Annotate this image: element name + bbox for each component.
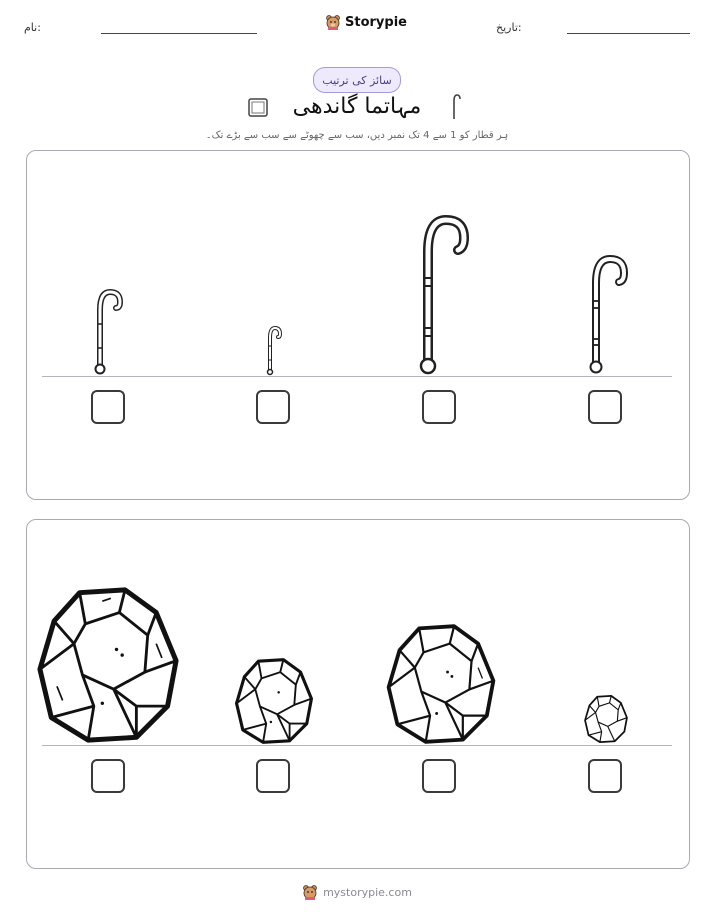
number-box-row2-4[interactable] [588,759,622,793]
number-box-row1-4[interactable] [588,390,622,424]
brand-name: Storypie [345,14,407,30]
walking-cane-icon [88,288,128,378]
date-label: تاریخ: [496,21,522,34]
baseline-row-2 [42,745,672,746]
storypie-logo [325,14,407,30]
bear-mascot-icon [325,14,341,30]
crystal-gem-icon [584,695,628,743]
crystal-gem-icon [386,624,496,744]
name-field-line[interactable] [101,33,257,34]
footer [0,884,714,900]
walking-cane-icon [584,255,634,375]
walking-cane-icon [414,216,474,376]
bear-mascot-icon [302,884,318,900]
crystal-gem-icon [37,587,179,743]
crystal-gem-icon [235,658,313,744]
baseline-row-1 [42,376,672,377]
name-label: نام: [24,21,41,34]
topic-badge: سائز کی ترتیب [313,67,401,93]
number-box-row2-3[interactable] [422,759,456,793]
cane-doodle-icon [450,93,462,121]
instructions-text: ہر قطار کو 1 سے 4 تک نمبر دیں، سب سے چھوٹے سے سب سے بڑے تک۔ [205,130,509,141]
number-box-row2-2[interactable] [256,759,290,793]
page-title: مہاتما گاندھی [292,94,422,119]
number-box-row1-1[interactable] [91,390,125,424]
number-box-row1-3[interactable] [422,390,456,424]
date-field-line[interactable] [567,33,690,34]
footer-site-link[interactable]: mystorypie.com [323,885,412,899]
walking-cane-icon [264,326,288,378]
number-box-row2-1[interactable] [91,759,125,793]
number-box-row1-2[interactable] [256,390,290,424]
